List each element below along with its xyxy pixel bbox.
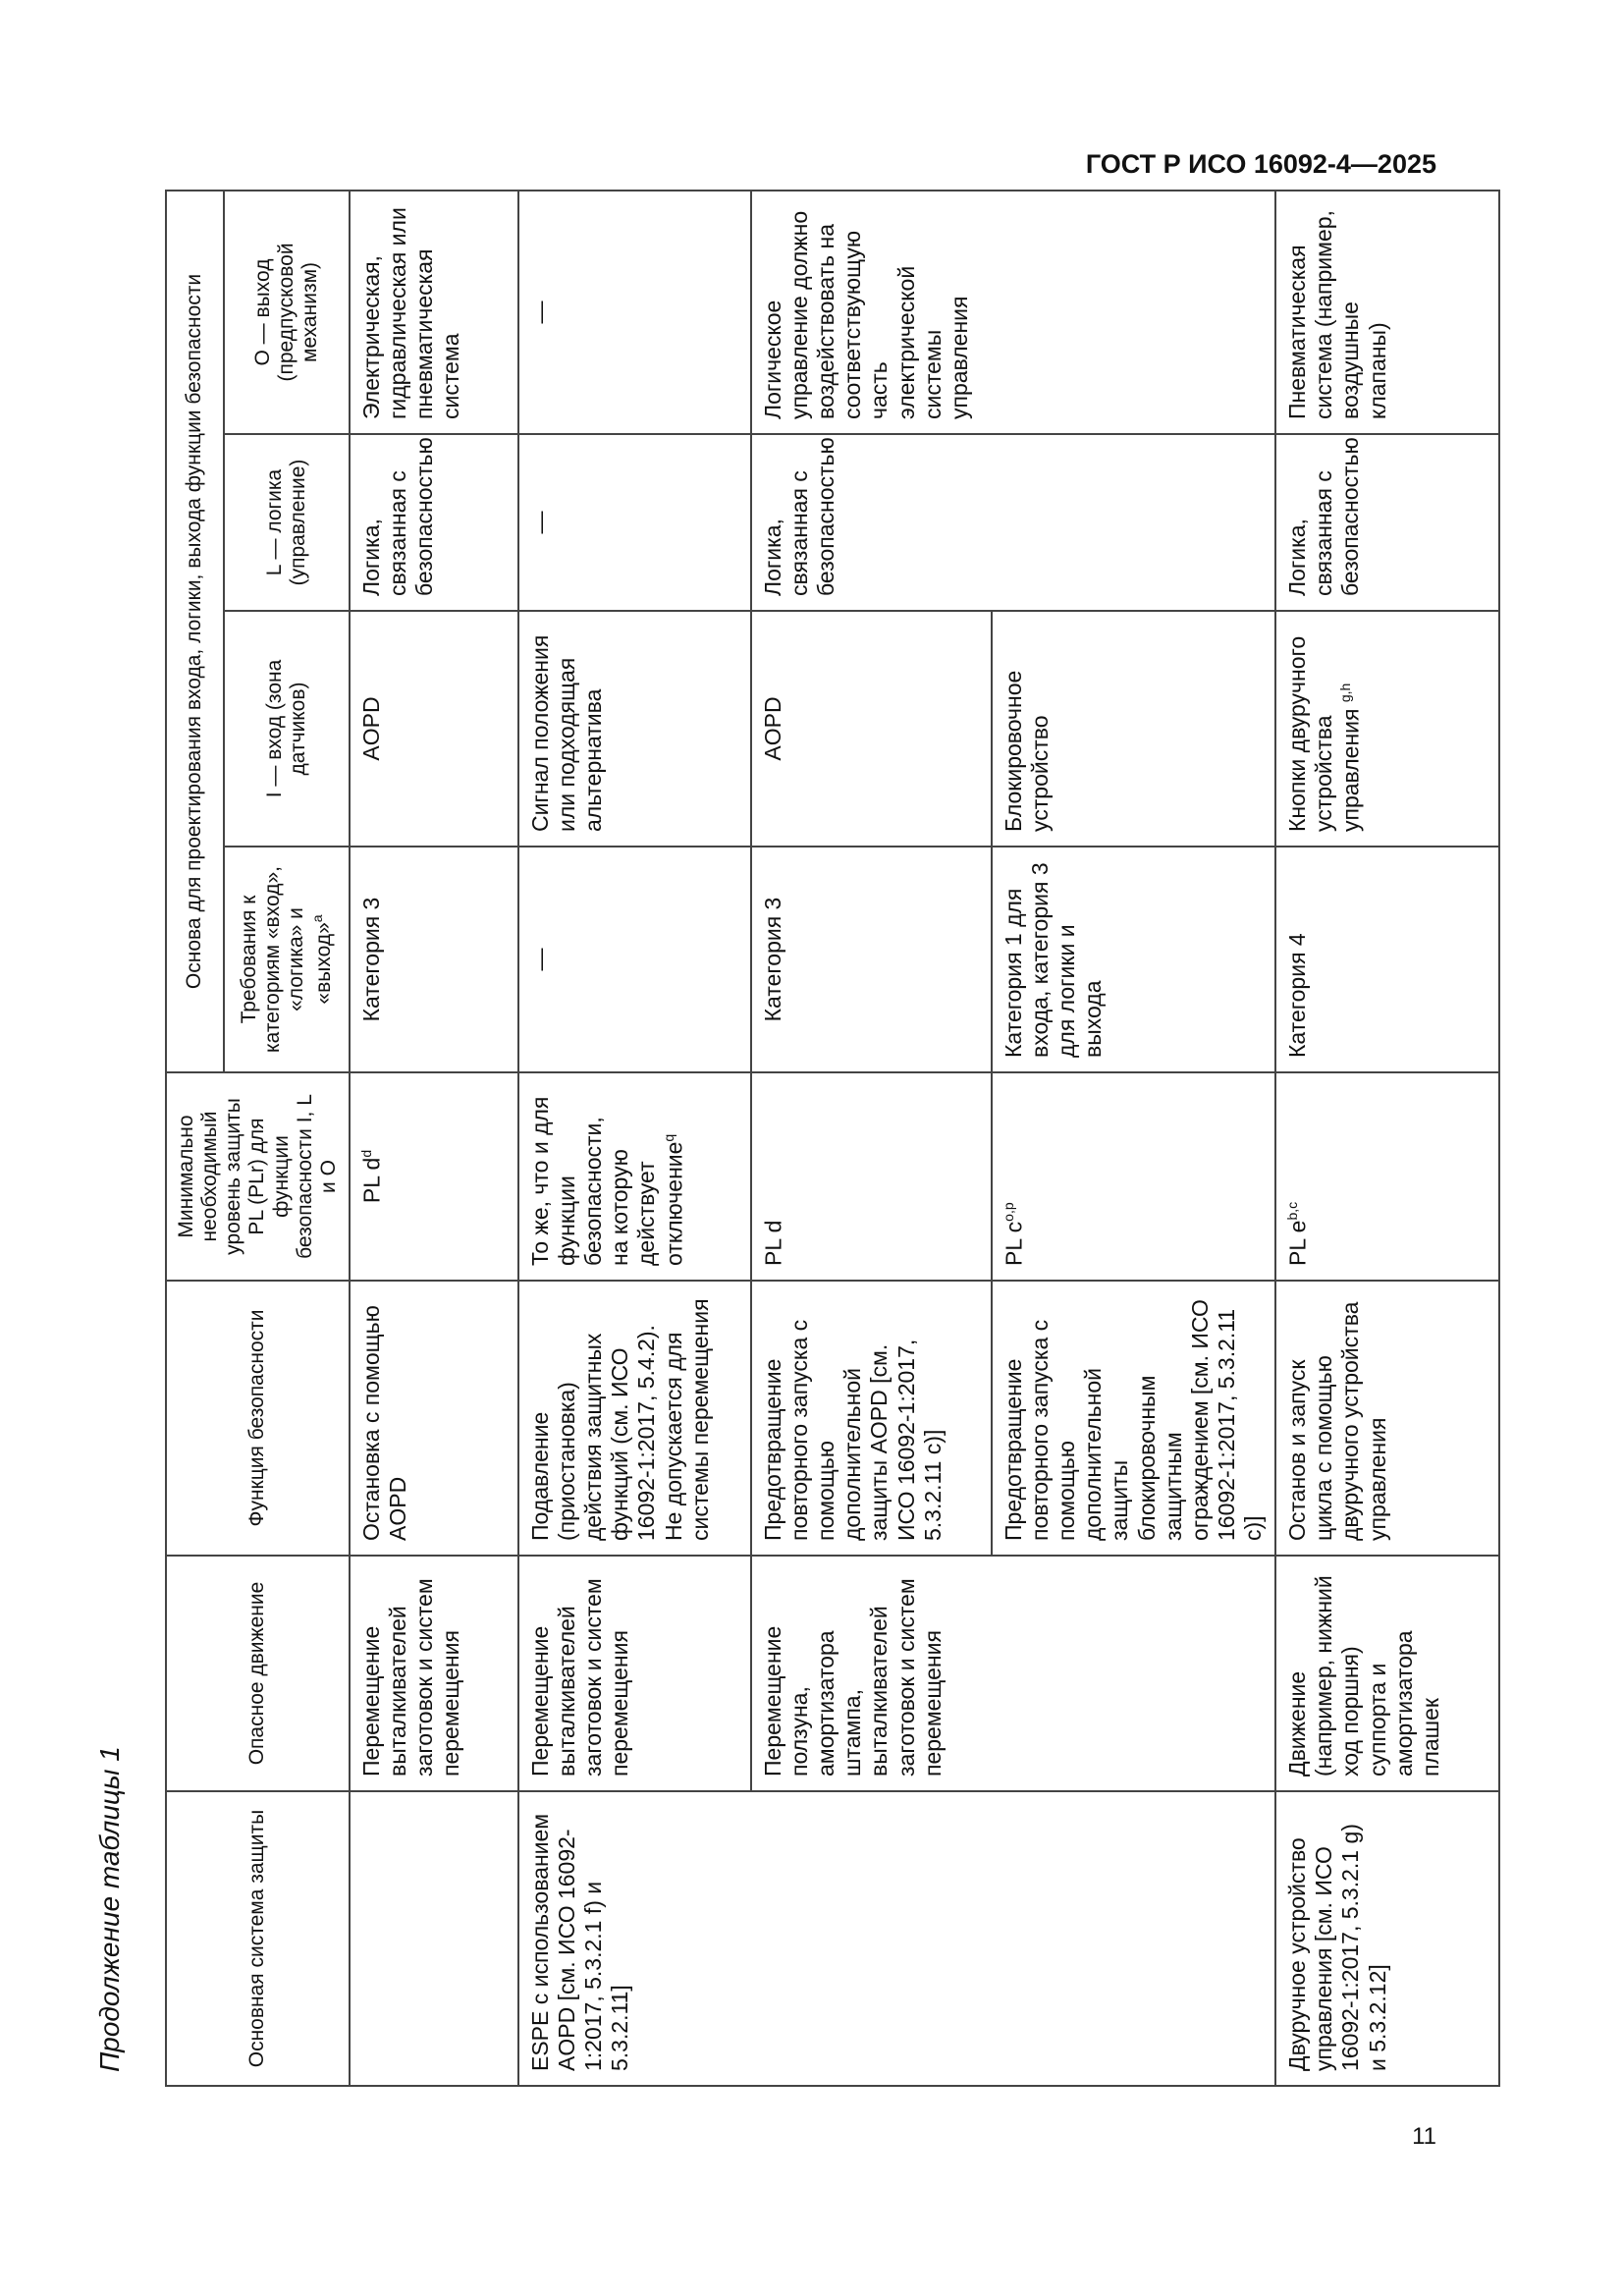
header-pl: Минимально необходимый уровень защиты PL (PLr) для функции безопасности I, L и O	[166, 1072, 350, 1281]
cell-pl: PL d	[751, 1072, 992, 1281]
cell-input: AOPD	[751, 611, 992, 847]
cell-logic: —	[518, 434, 751, 611]
cell-pl: PL $e^{b,c}$	[1275, 1072, 1499, 1281]
cell-system: ESPE с использованием AOPD [см. ИСО 16092-1:2017, 5.3.2.1 f) и 5.3.2.11]	[518, 1791, 1275, 2086]
cell-function: Подавление (приостановка) действия защитных функций (см. ИСО 16092-1:2017, 5.4.2). Не допускается для системы перемещения	[518, 1281, 751, 1556]
header-movement: Опасное движение	[166, 1556, 350, 1791]
cell-pl: PL $c^{o,p}$	[992, 1072, 1275, 1281]
cell-function: Предотвращение повторного запуска с помощью дополнительной защиты AOPD [см. ИСО 16092-1:2017, 5.3.2.11 c)]	[751, 1281, 992, 1556]
table-row	[350, 191, 518, 2086]
table-caption: Продолжение таблицы 1	[94, 1746, 125, 2072]
rotated-table-wrapper	[165, 191, 1443, 2087]
cell-movement: Перемещение ползуна, амортизатора штампа, выталкивателей заготовок и систем перемещения	[751, 1556, 1275, 1791]
header-category: Требования к категориям «вход», «логика» и «выход»$^a$	[224, 847, 350, 1072]
cell-category: Категория 1 для входа, категория 3 для логики и выхода	[992, 847, 1275, 1072]
table-row	[1275, 191, 1499, 2086]
safety-table	[165, 190, 1500, 2087]
cell-function: Остановка с помощью AOPD	[350, 1281, 518, 1556]
cell-output: —	[518, 191, 751, 434]
cell-system: Двуручное устройство управления [см. ИСО 16092-1:2017, 5.3.2.1 g) и 5.3.2.12]	[1275, 1791, 1499, 2086]
cell-system	[350, 1791, 518, 2086]
cell-logic: Логика, связанная с безопасностью	[751, 434, 1275, 611]
cell-movement: Перемещение выталкивателей заготовок и систем перемещения	[350, 1556, 518, 1791]
page-header: ГОСТ Р ИСО 16092-4—2025	[1085, 149, 1436, 179]
cell-category: Категория 3	[751, 847, 992, 1072]
header-system: Основная система защиты	[166, 1791, 350, 2086]
cell-pl: То же, что и для функции безопасности, на которую действует отключение$^q$	[518, 1072, 751, 1281]
cell-output: Логическое управление должно воздействовать на соответствующую часть электрической системы управления	[751, 191, 1275, 434]
header-output: O — выход (предпусковой механизм)	[224, 191, 350, 434]
cell-output: Электрическая, гидравлическая или пневматическая система	[350, 191, 518, 434]
cell-logic: Логика, связанная с безопасностью	[1275, 434, 1499, 611]
cell-pl: PL $d^d$	[350, 1072, 518, 1281]
header-basis: Основа для проектирования входа, логики, выхода функции безопасности	[166, 191, 224, 1072]
cell-input: Кнопки двуручного устройства управления $^{g,h}$	[1275, 611, 1499, 847]
header-input: I — вход (зона датчиков)	[224, 611, 350, 847]
cell-function: Предотвращение повторного запуска с помощью дополнительной защиты блокировочным защитным ограждением [см. ИСО 16092-1:2017, 5.3.2.11 c)]	[992, 1281, 1275, 1556]
cell-function: Останов и запуск цикла с помощью двуручного устройства управления	[1275, 1281, 1499, 1556]
cell-category: —	[518, 847, 751, 1072]
cell-movement: Движение (например, нижний ход поршня) суппорта и амортизатора плашек	[1275, 1556, 1499, 1791]
cell-movement: Перемещение выталкивателей заготовок и систем перемещения	[518, 1556, 751, 1791]
cell-category: Категория 4	[1275, 847, 1499, 1072]
cell-output: Пневматическая система (например, воздушные клапаны)	[1275, 191, 1499, 434]
page-number: 11	[1412, 2123, 1436, 2150]
cell-input: Сигнал положения или подходящая альтернатива	[518, 611, 751, 847]
cell-input: AOPD	[350, 611, 518, 847]
cell-input: Блокировочное устройство	[992, 611, 1275, 847]
cell-category: Категория 3	[350, 847, 518, 1072]
header-function: Функция безопасности	[166, 1281, 350, 1556]
header-logic: L — логика (управление)	[224, 434, 350, 611]
table-row	[518, 191, 751, 2086]
cell-logic: Логика, связанная с безопасностью	[350, 434, 518, 611]
